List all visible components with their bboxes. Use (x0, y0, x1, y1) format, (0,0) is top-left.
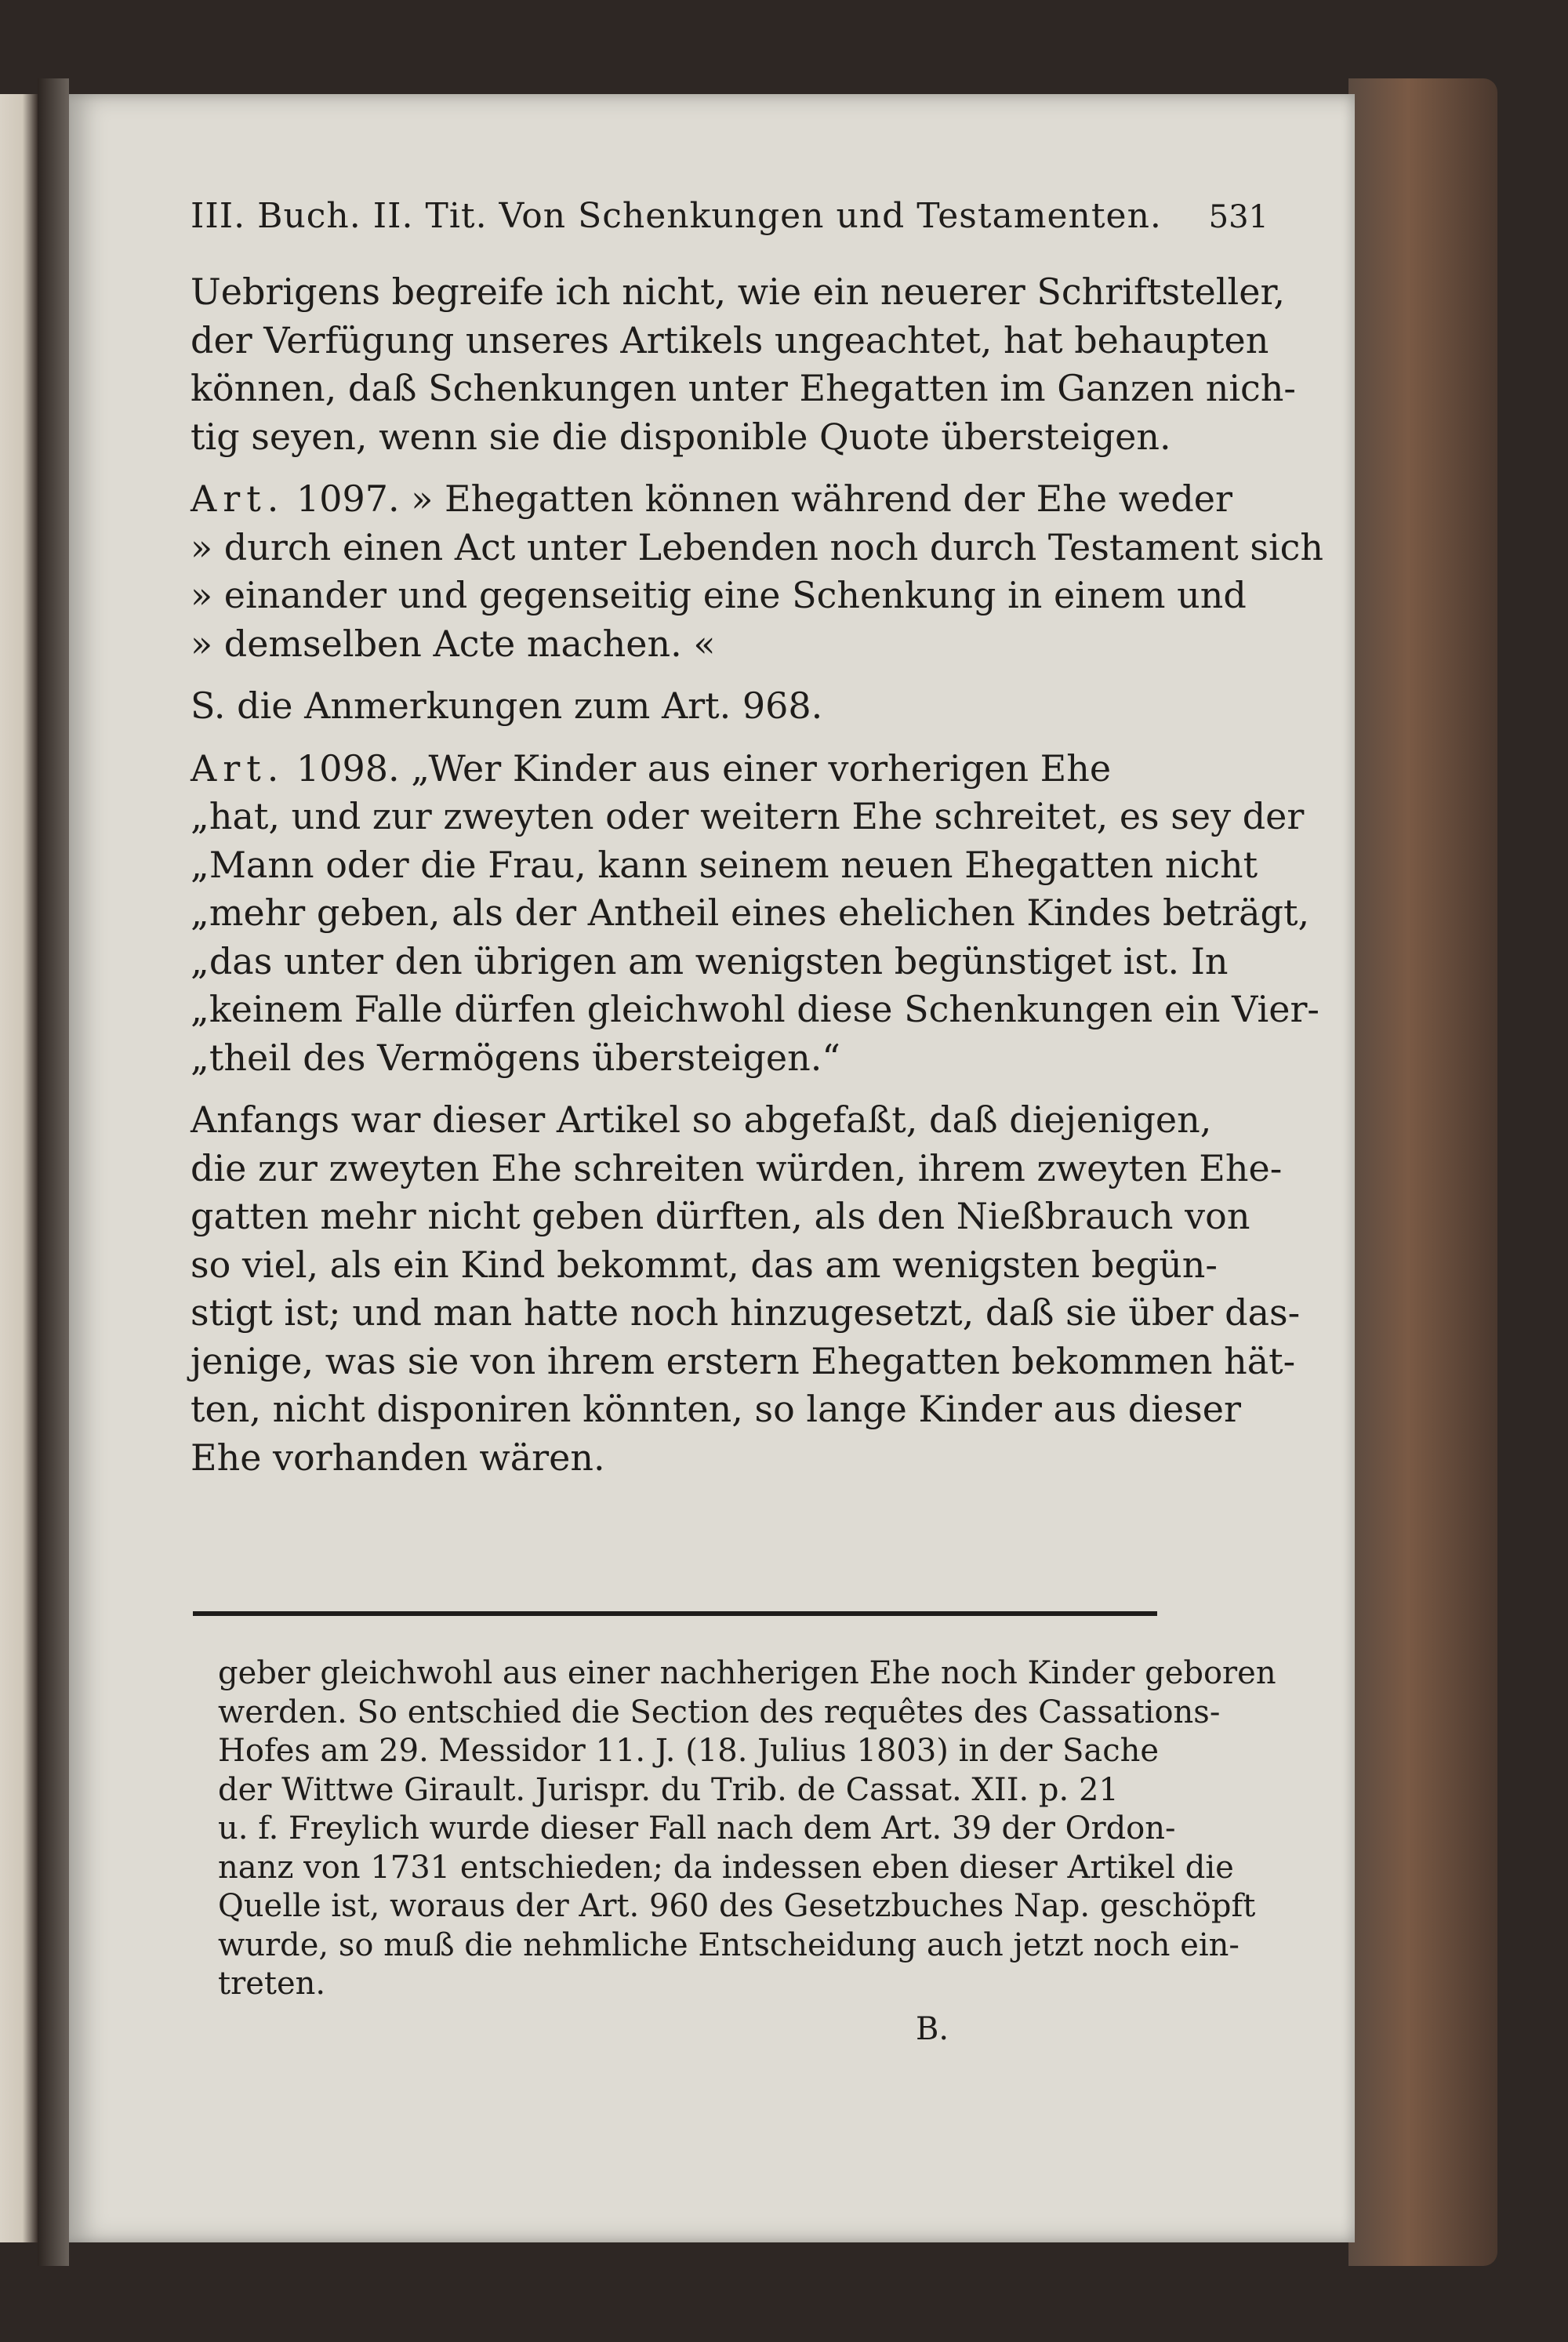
footnote-line: treten. (218, 1966, 326, 2002)
footnote-line: wurde, so muß die nehmliche Entscheidung auch jetzt noch ein- (218, 1926, 1240, 1963)
article-text: 1098. „Wer Kinder aus einer vorherigen Ehe (285, 746, 1112, 790)
text-line: stigt ist; und man hatte noch hinzugesetzt, daß sie über das- (191, 1291, 1301, 1334)
footnote-line: nanz von 1731 entschieden; da indessen eben dieser Artikel die (218, 1849, 1234, 1886)
book-page (69, 94, 1355, 2242)
footnote-line: Hofes am 29. Messidor 11. J. (18. Julius 1803) in der Sache (218, 1733, 1160, 1769)
catchword: B. (916, 2011, 949, 2047)
text-line: „das unter den übrigen am wenigsten begünstiget ist. In (191, 939, 1229, 982)
article-1097 (191, 475, 1324, 668)
text-line: tig seyen, wenn sie die disponible Quote übersteigen. (191, 415, 1171, 458)
text-line: der Verfügung unseres Artikels ungeachtet, hat behaupten (191, 318, 1269, 361)
left-page-edge (0, 94, 38, 2242)
page-number: 531 (1208, 199, 1269, 235)
text-line: „mehr geben, als der Antheil eines ehelichen Kindes beträgt, (191, 891, 1310, 934)
footnote (218, 1654, 1276, 2004)
text-line (191, 475, 1269, 524)
text-line: können, daß Schenkungen unter Ehegatten im Ganzen nich- (191, 367, 1296, 409)
text-line: jenige, was sie von ihrem erstern Ehegatten bekommen hät- (191, 1339, 1296, 1382)
text-line: so viel, als ein Kind bekommt, das am wenigsten begün- (191, 1243, 1218, 1286)
article-text: 1097. » Ehegatten können während der Ehe weder (285, 477, 1232, 520)
text-line (191, 745, 1269, 793)
text-line: „theil des Vermögens übersteigen.“ (191, 1036, 840, 1079)
text-line: Ehe vorhanden wären. (191, 1436, 605, 1479)
text-line: » demselben Acte machen. « (191, 622, 716, 665)
footnote-line: Quelle ist, woraus der Art. 960 des Gesetzbuches Nap. geschöpft (218, 1888, 1256, 1924)
text-line: ten, nicht disponiren könnten, so lange Kinder aus dieser (191, 1388, 1241, 1430)
reference-note (191, 682, 1269, 731)
text-line: die zur zweyten Ehe schreiten würden, ihrem zweyten Ehe- (191, 1146, 1283, 1189)
page-text-block (191, 196, 1324, 1482)
footnote-rule (193, 1611, 1157, 1616)
footnote-line: der Wittwe Girault. Jurispr. du Trib. de Cassat. XII. p. 21 (218, 1771, 1119, 1808)
text-line: „hat, und zur zweyten oder weitern Ehe schreitet, es sey der (191, 795, 1305, 837)
text-line: „Mann oder die Frau, kann seinem neuen Ehegatten nicht (191, 843, 1258, 886)
text-line: » einander und gegenseitig eine Schenkung in einem und (191, 574, 1247, 616)
paragraph-1 (191, 268, 1296, 461)
text-line: gatten mehr nicht geben dürften, als den Nießbrauch von (191, 1195, 1250, 1237)
paragraph-commentary (191, 1096, 1301, 1482)
book-cover-edge (1348, 78, 1497, 2266)
spine-shadow (38, 78, 69, 2266)
footnote-line: werden. So entschied die Section des requêtes des Cassations- (218, 1694, 1221, 1730)
text-line: „keinem Falle dürfen gleichwohl diese Schenkungen ein Vier- (191, 988, 1319, 1030)
text-line: Uebrigens begreife ich nicht, wie ein neuerer Schriftsteller, (191, 271, 1286, 313)
running-head (191, 196, 1269, 251)
footnote-line: geber gleichwohl aus einer nachherigen Ehe noch Kinder geboren (218, 1655, 1276, 1691)
article-1098 (191, 745, 1319, 1083)
text-line: Anfangs war dieser Artikel so abgefaßt, daß diejenigen, (191, 1098, 1212, 1141)
article-label: Art. (191, 746, 285, 790)
article-label: Art. (191, 477, 285, 520)
text-line: S. die Anmerkungen zum Art. 968. (191, 684, 823, 727)
main-text (191, 268, 1324, 1482)
running-head-title: III. Buch. II. Tit. Von Schenkungen und Testamenten. (191, 196, 1162, 236)
text-line: » durch einen Act unter Lebenden noch durch Testament sich (191, 525, 1324, 568)
footnote-line: u. f. Freylich wurde dieser Fall nach dem Art. 39 der Ordon- (218, 1810, 1176, 1846)
